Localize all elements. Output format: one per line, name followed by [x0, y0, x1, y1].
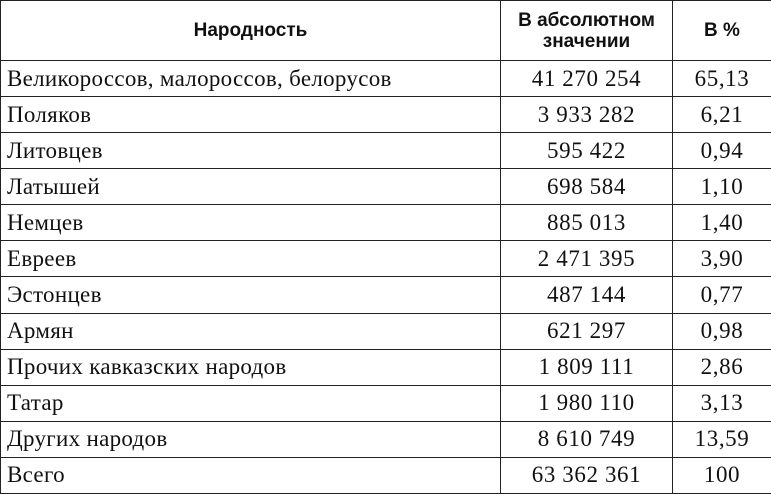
table-row	[1, 61, 771, 97]
nationality-cell: Евреев	[1, 241, 501, 277]
table-body	[1, 61, 771, 494]
table-row	[1, 169, 771, 205]
nationality-cell: Армян	[1, 313, 501, 349]
header-row	[1, 1, 771, 61]
table-row	[1, 241, 771, 277]
table-row	[1, 313, 771, 349]
absolute-value-cell: 2 471 395	[501, 241, 673, 277]
header-percent: В %	[673, 1, 771, 61]
percent-value-cell: 65,13	[673, 61, 771, 97]
absolute-value-cell: 63 362 361	[501, 457, 673, 493]
absolute-value-cell: 595 422	[501, 133, 673, 169]
absolute-value-cell: 487 144	[501, 277, 673, 313]
table-row	[1, 385, 771, 421]
table-row	[1, 205, 771, 241]
percent-value-cell: 0,98	[673, 313, 771, 349]
absolute-value-cell: 1 809 111	[501, 349, 673, 385]
nationality-cell: Других народов	[1, 421, 501, 457]
header-absolute: В абсолютном значении	[501, 1, 673, 61]
percent-value-cell: 3,90	[673, 241, 771, 277]
nationality-cell: Всего	[1, 457, 501, 493]
table-row	[1, 277, 771, 313]
nationality-cell: Великороссов, малороссов, белорусов	[1, 61, 501, 97]
table-row	[1, 457, 771, 493]
nationality-cell: Немцев	[1, 205, 501, 241]
nationality-cell: Татар	[1, 385, 501, 421]
percent-value-cell: 6,21	[673, 97, 771, 133]
table-row	[1, 133, 771, 169]
absolute-value-cell: 1 980 110	[501, 385, 673, 421]
percent-value-cell: 100	[673, 457, 771, 493]
nationality-cell: Латышей	[1, 169, 501, 205]
table-row	[1, 349, 771, 385]
percent-value-cell: 1,10	[673, 169, 771, 205]
table-row	[1, 421, 771, 457]
nationality-cell: Поляков	[1, 97, 501, 133]
absolute-value-cell: 621 297	[501, 313, 673, 349]
header-nationality: Народность	[1, 1, 501, 61]
percent-value-cell: 1,40	[673, 205, 771, 241]
nationality-cell: Прочих кавказских народов	[1, 349, 501, 385]
absolute-value-cell: 8 610 749	[501, 421, 673, 457]
absolute-value-cell: 885 013	[501, 205, 673, 241]
absolute-value-cell: 3 933 282	[501, 97, 673, 133]
percent-value-cell: 0,77	[673, 277, 771, 313]
percent-value-cell: 3,13	[673, 385, 771, 421]
percent-value-cell: 13,59	[673, 421, 771, 457]
absolute-value-cell: 698 584	[501, 169, 673, 205]
percent-value-cell: 0,94	[673, 133, 771, 169]
nationality-cell: Литовцев	[1, 133, 501, 169]
absolute-value-cell: 41 270 254	[501, 61, 673, 97]
nationality-cell: Эстонцев	[1, 277, 501, 313]
table-row	[1, 97, 771, 133]
percent-value-cell: 2,86	[673, 349, 771, 385]
